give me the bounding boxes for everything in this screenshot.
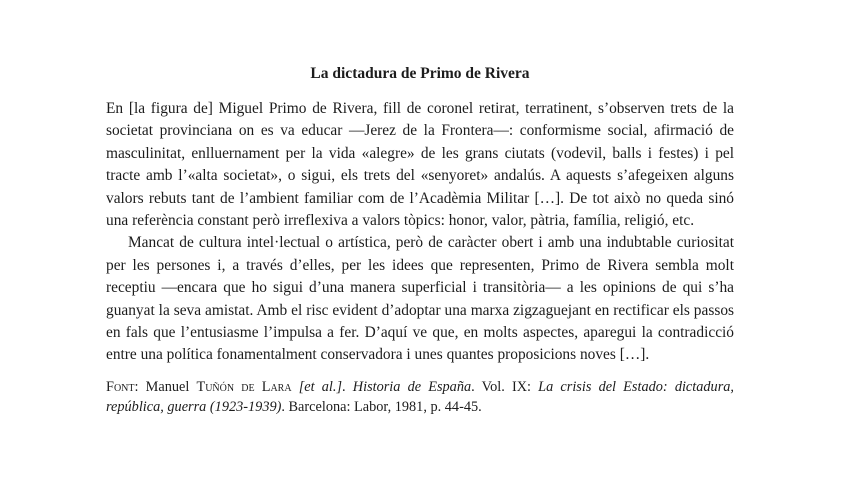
- source-author-first: Manuel: [145, 378, 197, 395]
- source-volume: . Vol. IX:: [471, 378, 539, 395]
- document-page: [106, 64, 734, 418]
- source-sep: .: [342, 378, 353, 395]
- source-label: Font:: [106, 378, 139, 395]
- paragraph-2: Mancat de cultura intel·lectual o artística, però de caràcter obert i amb una indubtable curiositat per les persones i, a través d’elles, per les idees que representen, Primo de Rivera sembla molt receptiu —encara que ho sigui d’una manera superficial i transitòria— a les opinions de qui s’ha guanyat la seva amistat. Amb el risc evident d’adoptar una marxa zigzaguejant en rectificar els passos en fals que l’entusiasme l’impulsa a fer. D’aquí ve que, en molts aspectes, aparegui la contradicció entre una política fonamentalment conservadora i unes quantes proposicions noves […].: [106, 234, 734, 364]
- source-work-title: Historia de España: [352, 378, 472, 395]
- source-et-al: [et al.]: [298, 378, 343, 395]
- source-volume-title: La crisis del Estado: dictadura, república, guerra (1923-1939): [106, 378, 734, 416]
- paragraph-1: En [la figura de] Miguel Primo de Rivera, fill de coronel retirat, terratinent, s’observen trets de la societat provinciana on es va educar —Jerez de la Frontera—: conformisme social, afirmació de masculinitat, enlluernament per la vida «alegre» de les grans ciutats (vodevil, balls i festes) i pel tracte amb l’«alta societat», o sigui, els trets del «senyoret» andalús. A aquests s’afegeixen alguns valors rebuts tant de l’ambient familiar com de l’Acadèmia Militar […]. De tot això no queda sinó una referència constant però irreflexiva a valors tòpics: honor, valor, pàtria, família, religió, etc.: [106, 100, 734, 230]
- document-title: La dictadura de Primo de Rivera: [310, 65, 530, 82]
- source-publication: . Barcelona: Labor, 1981, p. 44-45.: [281, 399, 482, 416]
- source-citation: [106, 377, 734, 418]
- source-author-surname: Tuñón de Lara: [196, 378, 292, 395]
